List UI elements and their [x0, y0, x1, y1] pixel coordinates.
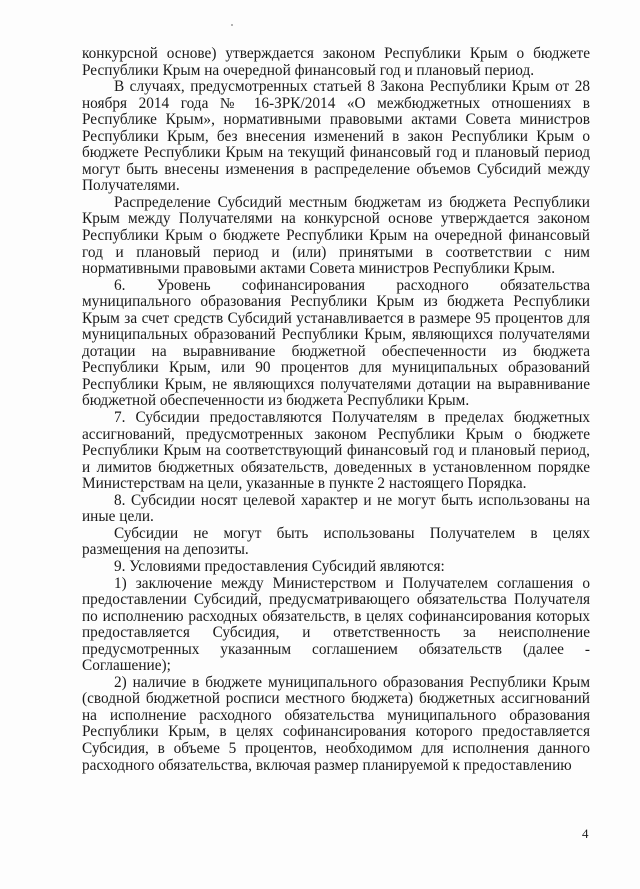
document-body — [82, 46, 590, 774]
paragraph-item-7: 7. Субсидии предоставляются Получателям в пределах бюджетных ассигнований, предусмотренных законом Республики Крым о бюджете Республики Крым на соответствующий финансовый год и плановый период, и лимитов бюджетных обязательств, доведенных в установленном порядке Министерствам на цели, указанные в пункте 2 настоящего Порядка. — [82, 409, 590, 493]
page-number: 4 — [582, 826, 589, 841]
paragraph-item-6: 6. Уровень софинансирования расходного обязательства муниципального образования Республики Крым из бюджета Республики Крым за счет средств Субсидий устанавливается в размере 95 процентов для муниципальных образований Республики Крым, являющихся получателями дотации на выравнивание бюджетной обеспеченности из бюджета Республики Крым, или 90 процентов для муниципальных образований Республики Крым, не являющихся получателями дотации на выравнивание бюджетной обеспеченности из бюджета Республики Крым. — [82, 276, 590, 410]
paragraph-continuation: конкурсной основе) утверждается законом Республики Крым о бюджете Республики Крым на очередной финансовый год и плановый период. — [82, 45, 590, 79]
paragraph-amendments: В случаях, предусмотренных статьей 8 Закона Республики Крым от 28 ноября 2014 года № 16-ЗРК/2014 «О межбюджетных отношениях в Республике Крым», нормативными правовыми актами Совета министров Республики Крым, без внесения изменений в закон Республики Крым о бюджете Республики Крым на текущий финансовый год и плановый период могут быть внесены изменения в распределение объемов Субсидий между Получателями. — [82, 78, 590, 195]
scan-speck — [231, 24, 233, 26]
paragraph-item-9: 9. Условиями предоставления Субсидий являются: — [114, 557, 445, 575]
paragraph-condition-2: 2) наличие в бюджете муниципального образования Республики Крым (сводной бюджетной росписи местного бюджета) бюджетных ассигнований на исполнение расходного обязательства муниципального образования Республики Крым, в целях софинансирования которого предоставляется Субсидия, в объеме 5 процентов, необходимом для исполнения данного расходного обязательства, включая размер планируемой к предоставлению — [82, 673, 590, 774]
paragraph-item-8: 8. Субсидии носят целевой характер и не могут быть использованы на иные цели. — [82, 491, 590, 526]
paragraph-deposits: Субсидии не могут быть использованы Получателем в целях размещения на депозиты. — [82, 524, 590, 559]
paragraph-condition-1: 1) заключение между Министерством и Получателем соглашения о предоставлении Субсидий, предусматривающего обязательства Получателя по исполнению расходных обязательств, в целях софинансирования которых предоставляется Субсидия, и ответственность за неисполнение предусмотренных указанным соглашением обязательств (далее - Соглашение); — [82, 574, 590, 675]
paragraph-distribution: Распределение Субсидий местным бюджетам из бюджета Республики Крым между Получателями на конкурсной основе утверждается законом Республики Крым о бюджете Республики Крым на очередной финансовый год и плановый период и (или) принятыми в соответствии с ним нормативными правовыми актами Совета министров Республики Крым. — [82, 193, 590, 278]
